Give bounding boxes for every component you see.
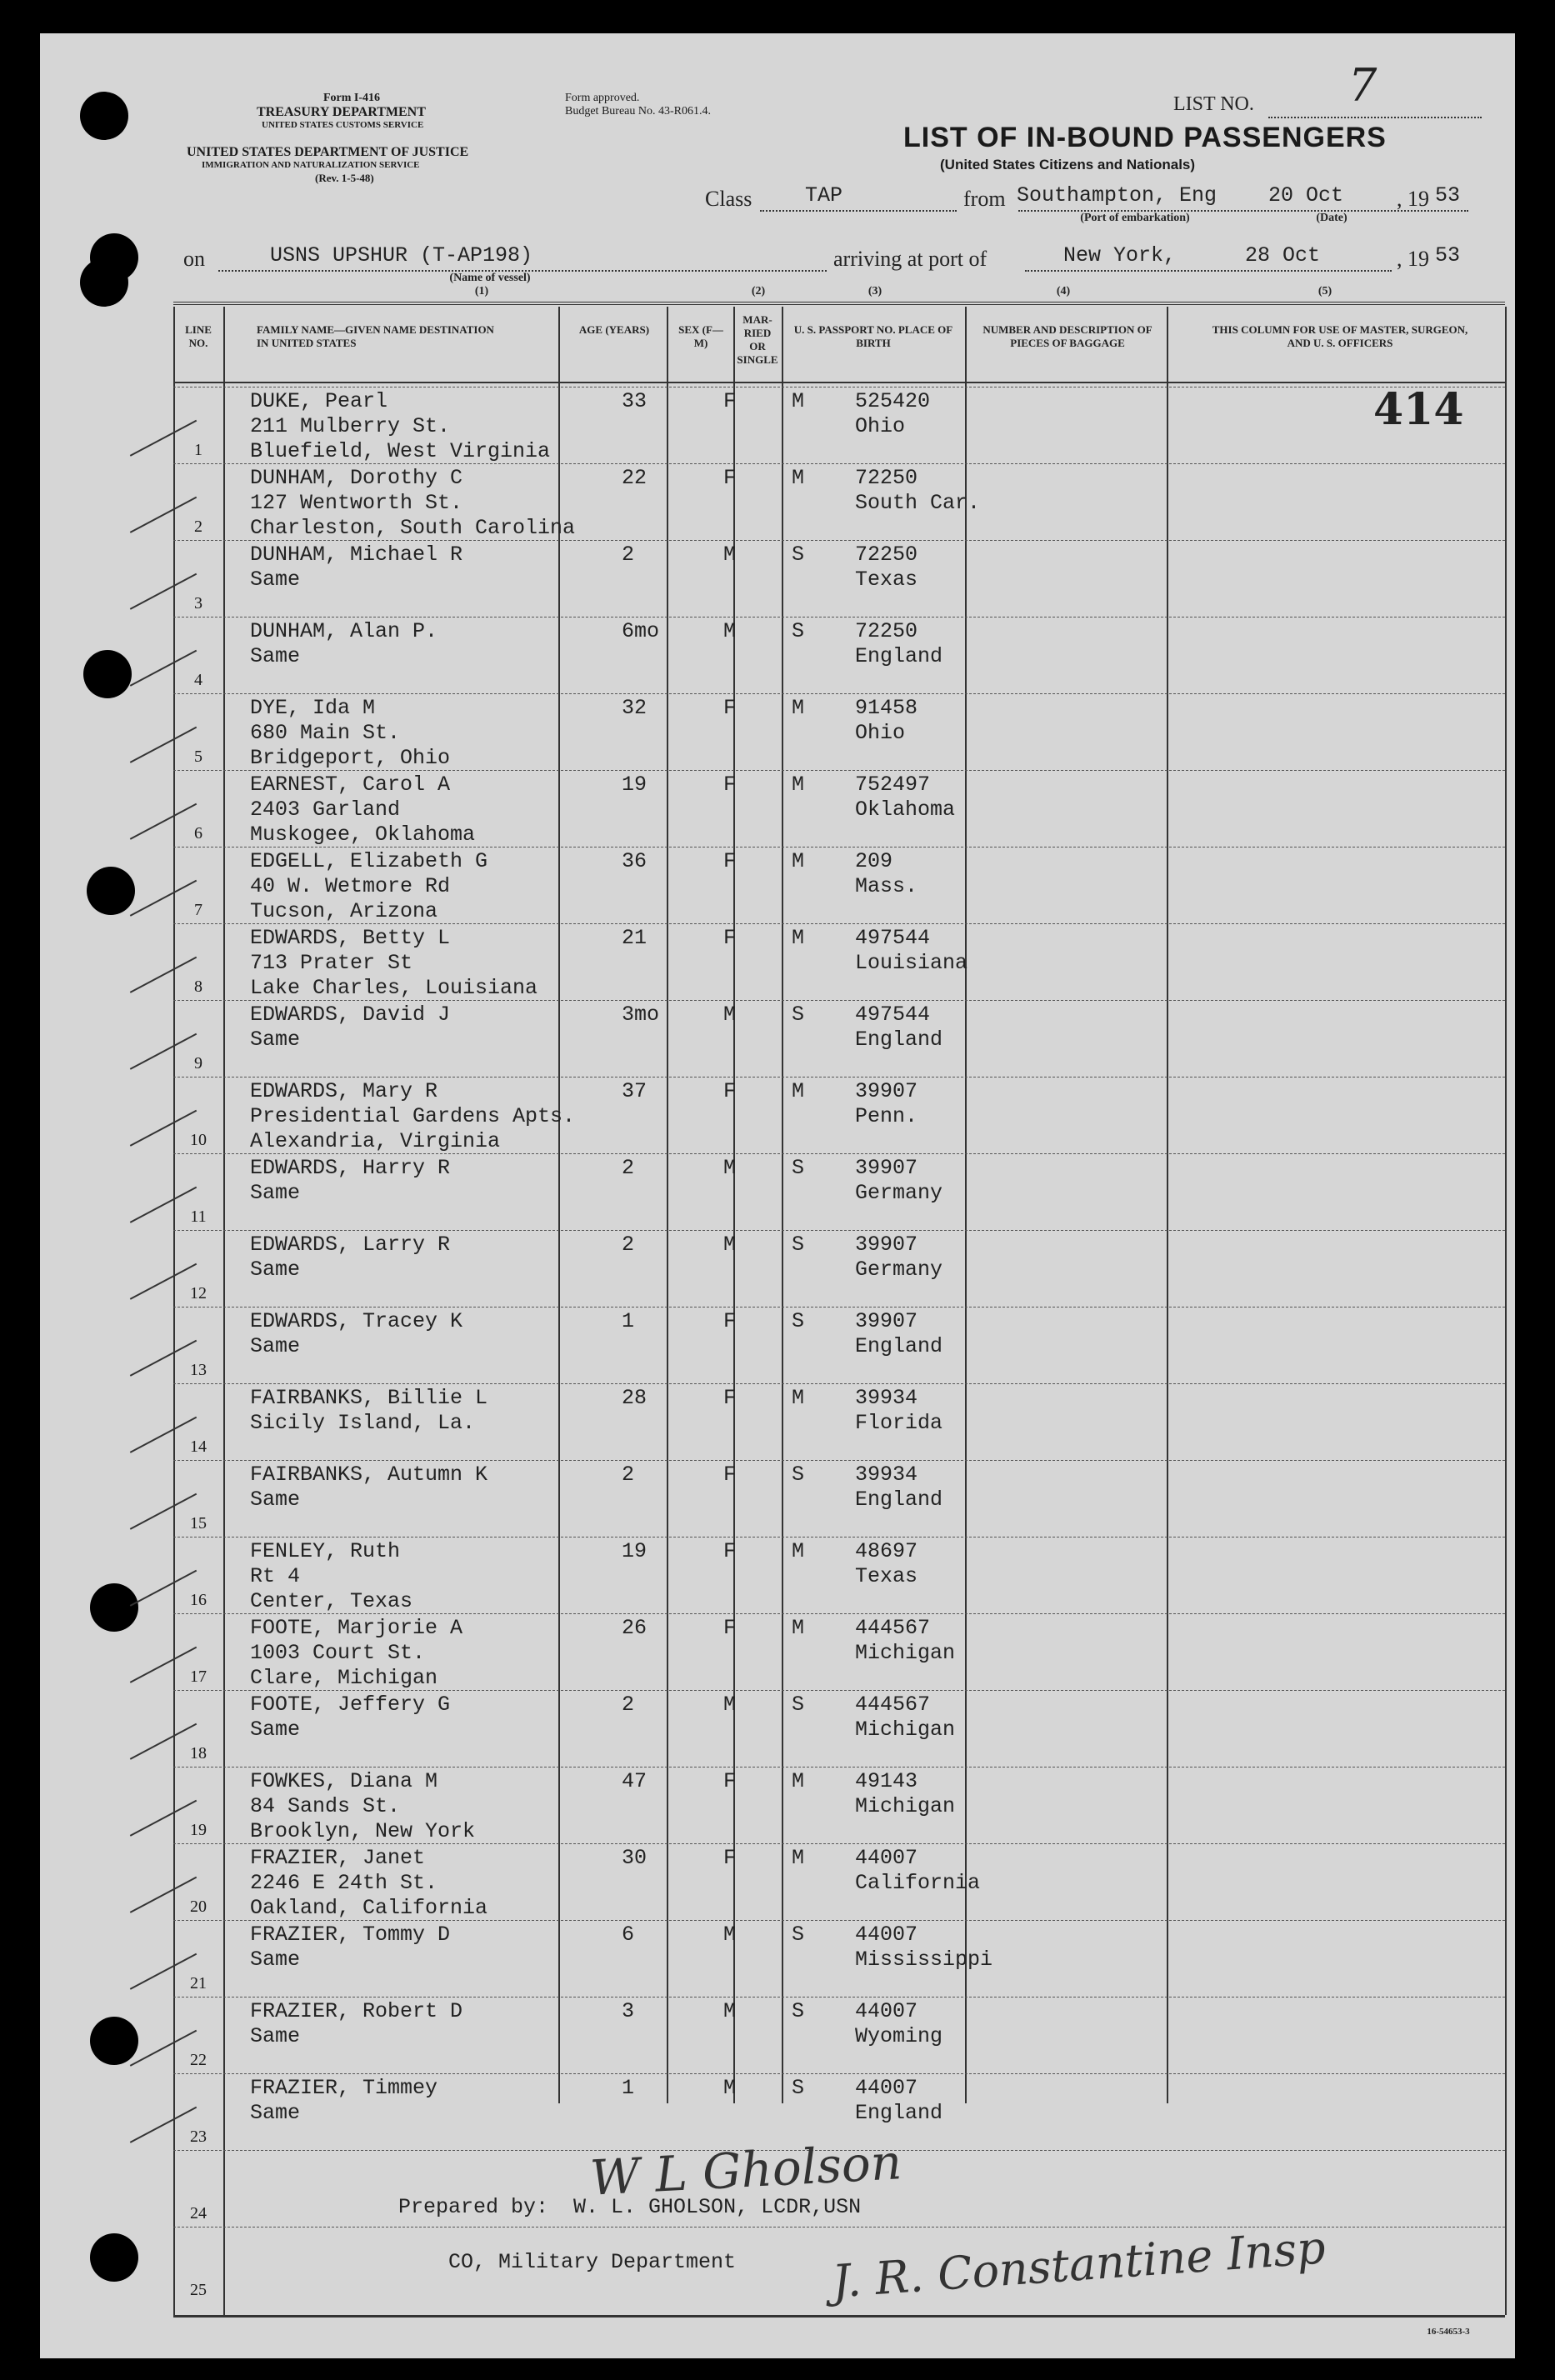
table-row bbox=[173, 693, 1505, 771]
place-of-birth: South Car. bbox=[855, 491, 981, 515]
address-line-1: 680 Main St. bbox=[250, 721, 401, 745]
marital-status: M bbox=[792, 466, 805, 490]
table-row bbox=[173, 1920, 1505, 1998]
line-number: 5 bbox=[194, 748, 202, 766]
passport-number: 91458 bbox=[855, 696, 918, 720]
vessel-name: USNS UPSHUR (T-AP198) bbox=[270, 243, 533, 268]
arrival-port: New York, bbox=[1063, 243, 1177, 268]
binder-hole bbox=[87, 867, 135, 915]
passenger-sex: M bbox=[723, 1232, 737, 1257]
table-row bbox=[173, 1383, 1505, 1461]
address-line-1: 2246 E 24th St. bbox=[250, 1871, 438, 1895]
passenger-age: 37 bbox=[622, 1079, 648, 1103]
table-row bbox=[173, 1537, 1505, 1614]
line-number: 17 bbox=[190, 1668, 207, 1686]
line-number: 25 bbox=[190, 2281, 207, 2299]
table-row bbox=[173, 1613, 1505, 1691]
department-of-justice: UNITED STATES DEPARTMENT OF JUSTICE bbox=[187, 145, 469, 159]
line-number: 9 bbox=[194, 1054, 202, 1072]
passport-number: 39907 bbox=[855, 1156, 918, 1180]
passenger-sex: F bbox=[723, 1769, 737, 1793]
passenger-age: 30 bbox=[622, 1846, 648, 1870]
marital-status: S bbox=[792, 1999, 805, 2023]
passenger-name: EDWARDS, David J bbox=[250, 1002, 451, 1027]
address-line-2: Alexandria, Virginia bbox=[250, 1129, 501, 1153]
column-number: (3) bbox=[868, 285, 882, 298]
passenger-name: EDWARDS, Mary R bbox=[250, 1079, 438, 1103]
address-line-1: Same bbox=[250, 1028, 301, 1052]
address-line-2: Bluefield, West Virginia bbox=[250, 439, 551, 463]
line-number: 3 bbox=[194, 594, 202, 612]
arrival-year: 53 bbox=[1435, 243, 1461, 268]
passport-number: 44007 bbox=[855, 1922, 918, 1947]
passenger-name: DYE, Ida M bbox=[250, 696, 376, 720]
passenger-age: 19 bbox=[622, 772, 648, 797]
address-line-1: Rt 4 bbox=[250, 1564, 301, 1588]
place-of-birth: Germany bbox=[855, 1258, 943, 1282]
table-top-rule bbox=[173, 302, 1505, 305]
line-number: 22 bbox=[190, 2051, 207, 2069]
binder-hole bbox=[90, 2017, 138, 2065]
table-row bbox=[173, 1997, 1505, 2074]
passport-number: 497544 bbox=[855, 1002, 931, 1027]
line-number: 20 bbox=[190, 1898, 207, 1916]
place-of-birth: Michigan bbox=[855, 1641, 956, 1665]
passenger-name: FAIRBANKS, Billie L bbox=[250, 1386, 488, 1410]
passenger-sex: F bbox=[723, 1309, 737, 1333]
passenger-sex: F bbox=[723, 1386, 737, 1410]
marital-status: M bbox=[792, 1539, 805, 1563]
address-line-1: 2403 Garland bbox=[250, 798, 401, 822]
address-line-1: 127 Wentworth St. bbox=[250, 491, 463, 515]
passport-number: 72250 bbox=[855, 542, 918, 567]
passport-number: 44007 bbox=[855, 1999, 918, 2023]
passport-number: 44007 bbox=[855, 2076, 918, 2100]
marital-status: S bbox=[792, 542, 805, 567]
passenger-age: 26 bbox=[622, 1616, 648, 1640]
address-line-1: Same bbox=[250, 1718, 301, 1742]
place-of-birth: Mass. bbox=[855, 874, 918, 898]
passenger-name: FRAZIER, Timmey bbox=[250, 2076, 438, 2100]
line-number: 16 bbox=[190, 1591, 207, 1609]
passenger-name: FRAZIER, Janet bbox=[250, 1846, 426, 1870]
address-line-1: 713 Prater St bbox=[250, 951, 413, 975]
marital-status: M bbox=[792, 1846, 805, 1870]
class-label: Class bbox=[705, 187, 752, 211]
passenger-sex: F bbox=[723, 1539, 737, 1563]
passenger-list-page bbox=[40, 33, 1515, 2358]
department: CO, Military Department bbox=[448, 2250, 737, 2274]
line-number: 1 bbox=[194, 441, 202, 459]
marital-status: M bbox=[792, 772, 805, 797]
passenger-name: EDGELL, Elizabeth G bbox=[250, 849, 488, 873]
line-number: 7 bbox=[194, 901, 202, 919]
address-line-2: Lake Charles, Louisiana bbox=[250, 976, 538, 1000]
address-line-1: Same bbox=[250, 644, 301, 668]
passenger-sex: F bbox=[723, 466, 737, 490]
port-caption: (Port of embarkation) bbox=[1080, 212, 1190, 224]
passport-number: 444567 bbox=[855, 1692, 931, 1717]
passenger-sex: M bbox=[723, 2076, 737, 2100]
line-number: 18 bbox=[190, 1744, 207, 1762]
place-of-birth: England bbox=[855, 1334, 943, 1358]
passenger-name: EDWARDS, Larry R bbox=[250, 1232, 451, 1257]
passenger-sex: F bbox=[723, 1462, 737, 1487]
passport-number: 49143 bbox=[855, 1769, 918, 1793]
passenger-name: DUNHAM, Dorothy C bbox=[250, 466, 463, 490]
form-code: 16-54653-3 bbox=[1427, 2327, 1470, 2337]
place-of-birth: California bbox=[855, 1871, 981, 1895]
marital-status: M bbox=[792, 1769, 805, 1793]
line-number: 8 bbox=[194, 978, 202, 996]
place-of-birth: Texas bbox=[855, 568, 918, 592]
table-row bbox=[173, 540, 1505, 618]
arrival-date: 28 Oct bbox=[1245, 243, 1321, 268]
place-of-birth: Oklahoma bbox=[855, 798, 956, 822]
table-row bbox=[173, 1690, 1505, 1768]
address-line-2: Center, Texas bbox=[250, 1589, 413, 1613]
binder-hole bbox=[90, 2233, 138, 2282]
table-row bbox=[173, 1000, 1505, 1078]
place-of-birth: Michigan bbox=[855, 1718, 956, 1742]
passenger-sex: F bbox=[723, 389, 737, 413]
class-value: TAP bbox=[805, 183, 843, 208]
line-number: 15 bbox=[190, 1514, 207, 1532]
passenger-age: 1 bbox=[622, 2076, 635, 2100]
signature-inspector: J. R. Constantine Insp bbox=[830, 2221, 1328, 2308]
address-line-1: Same bbox=[250, 2024, 301, 2048]
table-row bbox=[173, 463, 1505, 541]
passenger-sex: M bbox=[723, 1692, 737, 1717]
place-of-birth: Mississippi bbox=[855, 1948, 993, 1972]
arriving-label: arriving at port of bbox=[833, 247, 988, 271]
line-number: 19 bbox=[190, 1821, 207, 1839]
passenger-name: DUKE, Pearl bbox=[250, 389, 388, 413]
line-number: 11 bbox=[190, 1208, 207, 1226]
place-of-birth: Penn. bbox=[855, 1104, 918, 1128]
passenger-name: DUNHAM, Michael R bbox=[250, 542, 463, 567]
passenger-age: 2 bbox=[622, 542, 635, 567]
col-header-baggage: NUMBER AND DESCRIPTION OF PIECES OF BAGGAGE bbox=[982, 323, 1152, 349]
address-line-1: Sicily Island, La. bbox=[250, 1411, 476, 1435]
address-line-1: Same bbox=[250, 1334, 301, 1358]
passenger-age: 19 bbox=[622, 1539, 648, 1563]
col-header-officers: THIS COLUMN FOR USE OF MASTER, SURGEON, AND U. S. OFFICERS bbox=[1212, 323, 1468, 349]
passenger-name: FENLEY, Ruth bbox=[250, 1539, 401, 1563]
passenger-name: FOOTE, Jeffery G bbox=[250, 1692, 451, 1717]
passenger-name: FOWKES, Diana M bbox=[250, 1769, 438, 1793]
marital-status: M bbox=[792, 696, 805, 720]
passport-number: 44007 bbox=[855, 1846, 918, 1870]
line-number: 4 bbox=[194, 671, 202, 689]
line-number: 23 bbox=[190, 2128, 207, 2146]
passport-number: 209 bbox=[855, 849, 893, 873]
line-number: 24 bbox=[190, 2204, 207, 2222]
col-header-line-no: LINE NO. bbox=[185, 323, 212, 349]
col-header-married: MAR-RIED OR SINGLE bbox=[737, 313, 778, 366]
document-subtitle: (United States Citizens and Nationals) bbox=[940, 157, 1196, 172]
place-of-birth: England bbox=[855, 1488, 943, 1512]
place-of-birth: England bbox=[855, 2101, 943, 2125]
address-line-2: Bridgeport, Ohio bbox=[250, 746, 451, 770]
passenger-sex: M bbox=[723, 619, 737, 643]
passenger-age: 1 bbox=[622, 1309, 635, 1333]
marital-status: S bbox=[792, 1922, 805, 1947]
embarkation-date: 20 Oct bbox=[1268, 183, 1344, 208]
passenger-sex: F bbox=[723, 926, 737, 950]
embarkation-port: Southampton, Eng bbox=[1017, 183, 1218, 208]
place-of-birth: Wyoming bbox=[855, 2024, 943, 2048]
address-line-1: Same bbox=[250, 1948, 301, 1972]
table-row bbox=[173, 923, 1505, 1001]
marital-status: S bbox=[792, 1156, 805, 1180]
column-number: (1) bbox=[474, 285, 489, 298]
address-line-1: 84 Sands St. bbox=[250, 1794, 401, 1818]
passenger-name: DUNHAM, Alan P. bbox=[250, 619, 438, 643]
table-row bbox=[173, 1077, 1505, 1154]
passenger-age: 28 bbox=[622, 1386, 648, 1410]
passport-number: 752497 bbox=[855, 772, 931, 797]
line-number: 2 bbox=[194, 518, 202, 536]
place-of-birth: Florida bbox=[855, 1411, 943, 1435]
passenger-sex: F bbox=[723, 696, 737, 720]
passenger-age: 21 bbox=[622, 926, 648, 950]
address-line-2: Brooklyn, New York bbox=[250, 1819, 476, 1843]
marital-status: S bbox=[792, 1462, 805, 1487]
treasury-department: TREASURY DEPARTMENT bbox=[257, 105, 426, 119]
passport-number: 525420 bbox=[855, 389, 931, 413]
binder-hole bbox=[80, 92, 128, 140]
table-row bbox=[173, 1843, 1505, 1921]
col-header-age: AGE (YEARS) bbox=[578, 323, 650, 336]
vessel-caption: (Name of vessel) bbox=[449, 272, 531, 284]
date-caption: (Date) bbox=[1316, 212, 1348, 224]
passenger-sex: M bbox=[723, 1922, 737, 1947]
address-line-1: Same bbox=[250, 1258, 301, 1282]
officer-note: 414 bbox=[1373, 384, 1464, 435]
passenger-name: FOOTE, Marjorie A bbox=[250, 1616, 463, 1640]
line-number: 12 bbox=[190, 1284, 207, 1302]
immigration-service: IMMIGRATION AND NATURALIZATION SERVICE bbox=[202, 160, 420, 170]
table-row bbox=[173, 384, 1505, 464]
place-of-birth: Ohio bbox=[855, 414, 906, 438]
passport-number: 39907 bbox=[855, 1232, 918, 1257]
table-bottom-rule bbox=[173, 2315, 1505, 2318]
marital-status: S bbox=[792, 619, 805, 643]
arrival-year-prefix: , 19 bbox=[1397, 247, 1429, 271]
place-of-birth: Michigan bbox=[855, 1794, 956, 1818]
passenger-age: 2 bbox=[622, 1462, 635, 1487]
binder-hole bbox=[83, 650, 132, 698]
place-of-birth: England bbox=[855, 644, 943, 668]
passport-number: 48697 bbox=[855, 1539, 918, 1563]
col-header-sex: SEX (F—M) bbox=[678, 323, 723, 349]
passport-number: 39934 bbox=[855, 1386, 918, 1410]
address-line-2: Oakland, California bbox=[250, 1896, 488, 1920]
form-approved: Form approved. bbox=[565, 92, 640, 104]
marital-status: S bbox=[792, 1309, 805, 1333]
line-number: 6 bbox=[194, 824, 202, 842]
passenger-name: EDWARDS, Tracey K bbox=[250, 1309, 463, 1333]
passport-number: 39934 bbox=[855, 1462, 918, 1487]
place-of-birth: Texas bbox=[855, 1564, 918, 1588]
passenger-sex: M bbox=[723, 1999, 737, 2023]
line-number: 13 bbox=[190, 1361, 207, 1379]
table-row bbox=[173, 1307, 1505, 1384]
marital-status: S bbox=[792, 2076, 805, 2100]
address-line-1: 1003 Court St. bbox=[250, 1641, 426, 1665]
table-row bbox=[173, 617, 1505, 694]
embarkation-year-prefix: , 19 bbox=[1397, 187, 1429, 211]
passenger-sex: F bbox=[723, 849, 737, 873]
address-line-1: Same bbox=[250, 1488, 301, 1512]
place-of-birth: Germany bbox=[855, 1181, 943, 1205]
address-line-2: Charleston, South Carolina bbox=[250, 516, 576, 540]
passenger-age: 47 bbox=[622, 1769, 648, 1793]
list-number: 7 bbox=[1348, 59, 1378, 112]
address-line-1: Same bbox=[250, 568, 301, 592]
passenger-age: 22 bbox=[622, 466, 648, 490]
table-row bbox=[173, 847, 1505, 924]
passenger-sex: F bbox=[723, 1846, 737, 1870]
address-line-2: Tucson, Arizona bbox=[250, 899, 438, 923]
column-number: (2) bbox=[751, 285, 766, 298]
address-line-1: Same bbox=[250, 2101, 301, 2125]
marital-status: S bbox=[792, 1002, 805, 1027]
passenger-name: FRAZIER, Tommy D bbox=[250, 1922, 451, 1947]
passenger-sex: F bbox=[723, 1616, 737, 1640]
col-header-passport: U. S. PASSPORT NO. PLACE OF BIRTH bbox=[793, 323, 953, 349]
column-number: (4) bbox=[1056, 285, 1071, 298]
passenger-age: 36 bbox=[622, 849, 648, 873]
list-no-label: LIST NO. bbox=[1173, 93, 1254, 115]
customs-service: UNITED STATES CUSTOMS SERVICE bbox=[262, 120, 424, 130]
passport-number: 497544 bbox=[855, 926, 931, 950]
passenger-age: 6 bbox=[622, 1922, 635, 1947]
passenger-name: EARNEST, Carol A bbox=[250, 772, 451, 797]
passenger-sex: F bbox=[723, 772, 737, 797]
passport-number: 72250 bbox=[855, 466, 918, 490]
passenger-name: FRAZIER, Robert D bbox=[250, 1999, 463, 2023]
passenger-name: EDWARDS, Betty L bbox=[250, 926, 451, 950]
table-row bbox=[173, 1460, 1505, 1538]
marital-status: M bbox=[792, 926, 805, 950]
passport-number: 72250 bbox=[855, 619, 918, 643]
passport-number: 444567 bbox=[855, 1616, 931, 1640]
address-line-2: Clare, Michigan bbox=[250, 1666, 438, 1690]
on-label: on bbox=[183, 247, 205, 271]
table-row bbox=[173, 1153, 1505, 1231]
table-header-rule bbox=[173, 382, 1505, 383]
budget-bureau: Budget Bureau No. 43-R061.4. bbox=[565, 105, 711, 118]
prepared-by: Prepared by: W. L. GHOLSON, LCDR,USN bbox=[398, 2195, 862, 2219]
marital-status: M bbox=[792, 389, 805, 413]
embarkation-year: 53 bbox=[1435, 183, 1461, 208]
passport-number: 39907 bbox=[855, 1309, 918, 1333]
passenger-name: FAIRBANKS, Autumn K bbox=[250, 1462, 488, 1487]
passenger-name: EDWARDS, Harry R bbox=[250, 1156, 451, 1180]
passenger-sex: M bbox=[723, 542, 737, 567]
line-number: 10 bbox=[190, 1131, 207, 1149]
from-label: from bbox=[963, 187, 1006, 211]
marital-status: S bbox=[792, 1232, 805, 1257]
revision: (Rev. 1-5-48) bbox=[315, 172, 374, 184]
place-of-birth: Ohio bbox=[855, 721, 906, 745]
address-line-1: Same bbox=[250, 1181, 301, 1205]
address-line-1: 211 Mulberry St. bbox=[250, 414, 451, 438]
passenger-sex: F bbox=[723, 1079, 737, 1103]
table-row bbox=[173, 770, 1505, 848]
passport-number: 39907 bbox=[855, 1079, 918, 1103]
passenger-age: 3 bbox=[622, 1999, 635, 2023]
address-line-2: Muskogee, Oklahoma bbox=[250, 822, 476, 847]
place-of-birth: Louisiana bbox=[855, 951, 968, 975]
passenger-age: 6mo bbox=[622, 619, 660, 643]
marital-status: M bbox=[792, 849, 805, 873]
binder-hole bbox=[80, 258, 128, 307]
passenger-age: 32 bbox=[622, 696, 648, 720]
passenger-age: 2 bbox=[622, 1232, 635, 1257]
column-number: (5) bbox=[1318, 285, 1332, 298]
address-line-1: 40 W. Wetmore Rd bbox=[250, 874, 451, 898]
table-row bbox=[173, 1230, 1505, 1308]
passenger-sex: M bbox=[723, 1002, 737, 1027]
signature-gholson: W L Gholson bbox=[588, 2133, 903, 2207]
col-header-name: FAMILY NAME—GIVEN NAME DESTINATION IN UNITED STATES bbox=[257, 323, 494, 349]
marital-status: S bbox=[792, 1692, 805, 1717]
passenger-age: 33 bbox=[622, 389, 648, 413]
table-row bbox=[173, 1767, 1505, 1844]
passenger-age: 2 bbox=[622, 1692, 635, 1717]
passenger-age: 3mo bbox=[622, 1002, 660, 1027]
line-number: 14 bbox=[190, 1438, 207, 1456]
marital-status: M bbox=[792, 1616, 805, 1640]
document-title: LIST OF IN-BOUND PASSENGERS bbox=[903, 122, 1387, 153]
form-number: Form I-416 bbox=[323, 92, 381, 104]
place-of-birth: England bbox=[855, 1028, 943, 1052]
marital-status: M bbox=[792, 1386, 805, 1410]
line-number: 21 bbox=[190, 1974, 207, 1992]
address-line-1: Presidential Gardens Apts. bbox=[250, 1104, 576, 1128]
passenger-age: 2 bbox=[622, 1156, 635, 1180]
passenger-sex: M bbox=[723, 1156, 737, 1180]
marital-status: M bbox=[792, 1079, 805, 1103]
